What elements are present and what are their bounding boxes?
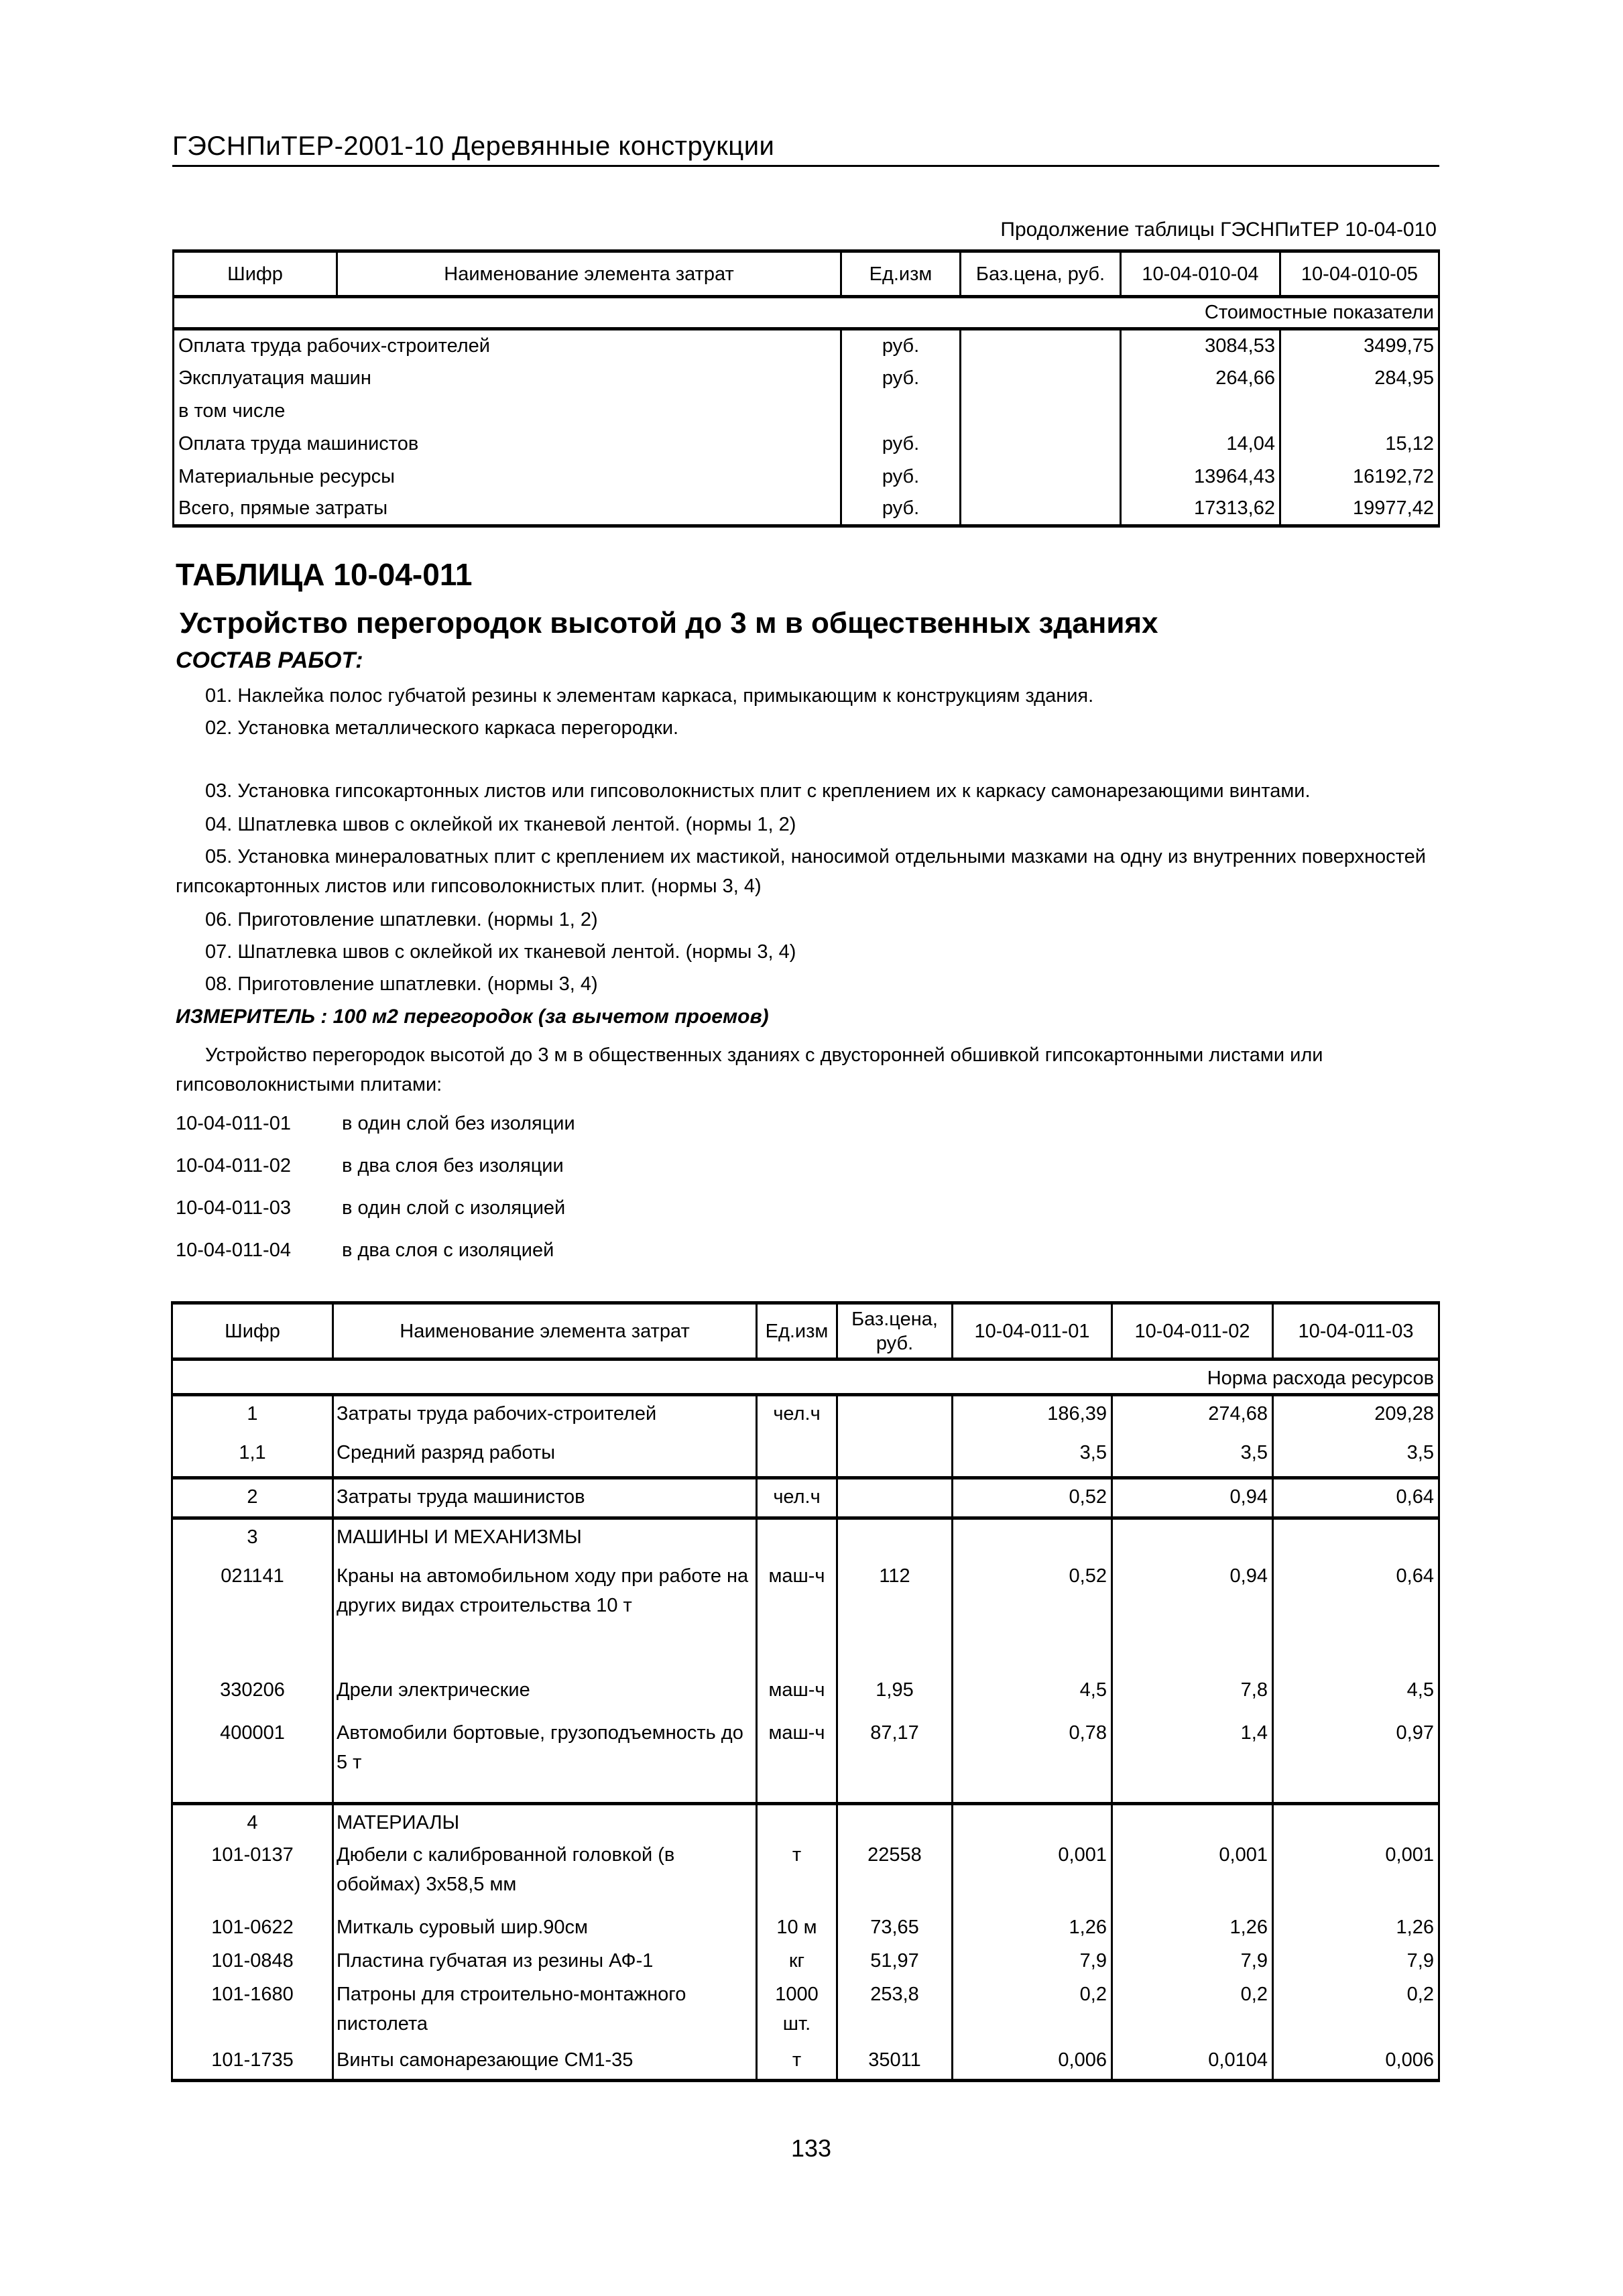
- row-price: [961, 493, 1121, 526]
- work-item: 08. Приготовление шпатлевки. (нормы 3, 4): [205, 973, 598, 995]
- row-price: [837, 1395, 953, 1435]
- table-row: [174, 395, 1439, 428]
- variant-code: 10-04-011-01: [176, 1113, 291, 1134]
- table-row-section: [172, 1804, 1439, 1838]
- row-value-02: 0,0104: [1112, 2043, 1273, 2080]
- row-name: МАШИНЫ И МЕХАНИЗМЫ: [333, 1518, 757, 1559]
- row-value-02: [1112, 1518, 1273, 1559]
- row-code: 3: [172, 1518, 333, 1559]
- row-price: 1,95: [837, 1673, 953, 1715]
- row-value-01: 0,52: [953, 1559, 1112, 1673]
- row-name: Автомобили бортовые, грузоподъемность до 5 т: [333, 1715, 757, 1804]
- row-unit: руб.: [841, 461, 961, 493]
- row-unit: руб.: [841, 362, 961, 395]
- col-header-variant-01: 10-04-011-01: [953, 1303, 1112, 1360]
- row-value-03: [1273, 1518, 1439, 1559]
- row-price: 253,8: [837, 1977, 953, 2043]
- row-price: [837, 1804, 953, 1838]
- variant-code: 10-04-011-03: [176, 1197, 291, 1219]
- variant-code: 10-04-011-02: [176, 1155, 291, 1176]
- table-row: [172, 1837, 1439, 1910]
- row-value-05: 15,12: [1280, 428, 1439, 461]
- work-item: 03. Установка гипсокартонных листов или гипсоволокнистых плит с креплением их к каркасу самонарезающими винтами.: [205, 780, 1311, 802]
- measurement-unit: ИЗМЕРИТЕЛЬ : 100 м2 перегородок (за вычетом проемов): [176, 1006, 769, 1028]
- work-item: 02. Установка металлического каркаса перегородки.: [205, 717, 679, 739]
- row-value-03: 4,5: [1273, 1673, 1439, 1715]
- table-subheader-row: [174, 297, 1439, 329]
- variant-code: 10-04-011-04: [176, 1240, 291, 1261]
- table-subheader-row: [172, 1360, 1439, 1395]
- row-value-01: 0,001: [953, 1837, 1112, 1910]
- row-name: Винты самонарезающие СМ1-35: [333, 2043, 757, 2080]
- table-row: [174, 362, 1439, 395]
- col-header-unit: Ед.изм: [841, 251, 961, 297]
- row-price: [961, 395, 1121, 428]
- col-header-code: Шифр: [174, 251, 337, 297]
- subheader-resource-norms: Норма расхода ресурсов: [172, 1360, 1439, 1395]
- table-header-row: [172, 1303, 1439, 1360]
- table-row: [172, 1395, 1439, 1435]
- row-name: Средний разряд работы: [333, 1435, 757, 1478]
- row-price: [961, 329, 1121, 362]
- row-value-02: [1112, 1804, 1273, 1838]
- row-value-04: 14,04: [1121, 428, 1280, 461]
- row-value-02: 0,94: [1112, 1478, 1273, 1518]
- row-code: 101-1680: [172, 1977, 333, 2043]
- cost-indicators-table: [172, 249, 1440, 528]
- col-header-variant-02: 10-04-011-02: [1112, 1303, 1273, 1360]
- row-name: Эксплуатация машин: [174, 362, 841, 395]
- row-name: Миткаль суровый шир.90см: [333, 1910, 757, 1943]
- table-title: ТАБЛИЦА 10-04-011: [176, 557, 473, 592]
- row-price: [837, 1518, 953, 1559]
- table-row-section: [172, 1518, 1439, 1559]
- row-price: [837, 1435, 953, 1478]
- row-unit: руб.: [841, 428, 961, 461]
- row-code: 101-0137: [172, 1837, 333, 1910]
- work-item: 01. Наклейка полос губчатой резины к элементам каркаса, примыкающим к конструкциям здания.: [205, 685, 1094, 707]
- work-item: 07. Шпатлевка швов с оклейкой их тканевой лентой. (нормы 3, 4): [205, 941, 796, 963]
- row-unit: т: [757, 2043, 837, 2080]
- row-value-03: 1,26: [1273, 1910, 1439, 1943]
- variant-text: в два слоя с изоляцией: [342, 1240, 554, 1261]
- row-value-01: 0,2: [953, 1977, 1112, 2043]
- row-value-03: 209,28: [1273, 1395, 1439, 1435]
- row-name: Пластина губчатая из резины АФ-1: [333, 1943, 757, 1977]
- row-value-02: 0,001: [1112, 1837, 1273, 1910]
- row-value-01: 0,52: [953, 1478, 1112, 1518]
- row-unit: т: [757, 1837, 837, 1910]
- row-name: Затраты труда машинистов: [333, 1478, 757, 1518]
- row-price: 112: [837, 1559, 953, 1673]
- work-item: 06. Приготовление шпатлевки. (нормы 1, 2): [205, 909, 598, 930]
- row-value-05: 16192,72: [1280, 461, 1439, 493]
- row-code: 330206: [172, 1673, 333, 1715]
- row-code: 101-0848: [172, 1943, 333, 1977]
- row-value-01: 0,006: [953, 2043, 1112, 2080]
- row-unit: кг: [757, 1943, 837, 1977]
- table-row: [172, 1910, 1439, 1943]
- row-name: МАТЕРИАЛЫ: [333, 1804, 757, 1838]
- row-value-01: 186,39: [953, 1395, 1112, 1435]
- row-value-01: 0,78: [953, 1715, 1112, 1804]
- row-price: [961, 461, 1121, 493]
- row-unit: чел.ч: [757, 1395, 837, 1435]
- row-price: 22558: [837, 1837, 953, 1910]
- row-value-04: 13964,43: [1121, 461, 1280, 493]
- variant-text: в два слоя без изоляции: [342, 1155, 564, 1176]
- row-value-03: 0,006: [1273, 2043, 1439, 2080]
- variant-item: [176, 1197, 565, 1219]
- table-row: [172, 1977, 1439, 2043]
- row-value-03: 0,64: [1273, 1478, 1439, 1518]
- table-row: [174, 461, 1439, 493]
- row-unit: 1000 шт.: [757, 1977, 837, 2043]
- row-value-01: 1,26: [953, 1910, 1112, 1943]
- variant-item: [176, 1155, 564, 1177]
- row-value-04: 264,66: [1121, 362, 1280, 395]
- row-unit: руб.: [841, 493, 961, 526]
- col-header-price: Баз.цена, руб.: [961, 251, 1121, 297]
- table-row: [172, 1943, 1439, 1977]
- row-name: Дюбели с калиброванной головкой (в обоймах) 3х58,5 мм: [333, 1837, 757, 1910]
- table-row: [172, 1478, 1439, 1518]
- row-price: [837, 1478, 953, 1518]
- row-value-04: [1121, 395, 1280, 428]
- row-name: Оплата труда машинистов: [174, 428, 841, 461]
- row-value-01: 7,9: [953, 1943, 1112, 1977]
- row-value-03: 0,001: [1273, 1837, 1439, 1910]
- row-price: [961, 428, 1121, 461]
- row-value-05: [1280, 395, 1439, 428]
- row-code: 400001: [172, 1715, 333, 1804]
- row-unit: 10 м: [757, 1910, 837, 1943]
- row-value-02: 7,9: [1112, 1943, 1273, 1977]
- row-name: Краны на автомобильном ходу при работе на других видах строительства 10 т: [333, 1559, 757, 1673]
- row-code: 2: [172, 1478, 333, 1518]
- row-price: 87,17: [837, 1715, 953, 1804]
- row-value-03: [1273, 1804, 1439, 1838]
- row-value-02: 3,5: [1112, 1435, 1273, 1478]
- col-header-unit: Ед.изм: [757, 1303, 837, 1360]
- table-row: [174, 329, 1439, 362]
- row-value-03: 3,5: [1273, 1435, 1439, 1478]
- row-unit: чел.ч: [757, 1478, 837, 1518]
- works-composition-title: СОСТАВ РАБОТ:: [176, 648, 363, 673]
- row-value-02: 1,26: [1112, 1910, 1273, 1943]
- col-header-name: Наименование элемента затрат: [333, 1303, 757, 1360]
- table-header-row: [174, 251, 1439, 297]
- row-unit: [841, 395, 961, 428]
- row-name: Затраты труда рабочих-строителей: [333, 1395, 757, 1435]
- row-value-05: 19977,42: [1280, 493, 1439, 526]
- row-code: 101-0622: [172, 1910, 333, 1943]
- row-unit: [757, 1804, 837, 1838]
- row-unit: маш-ч: [757, 1559, 837, 1673]
- row-value-05: 284,95: [1280, 362, 1439, 395]
- row-value-01: [953, 1804, 1112, 1838]
- row-value-03: 7,9: [1273, 1943, 1439, 1977]
- row-value-05: 3499,75: [1280, 329, 1439, 362]
- row-value-01: 3,5: [953, 1435, 1112, 1478]
- page-number: 133: [790, 2134, 832, 2162]
- row-name: Дрели электрические: [333, 1673, 757, 1715]
- table-row: [172, 1435, 1439, 1478]
- resource-norms-table: [171, 1301, 1440, 2082]
- row-unit: руб.: [841, 329, 961, 362]
- running-head: ГЭСНПиТЕР-2001-10 Деревянные конструкции: [172, 131, 775, 161]
- row-value-01: [953, 1518, 1112, 1559]
- header-rule: [172, 165, 1439, 167]
- row-value-02: 0,2: [1112, 1977, 1273, 2043]
- col-header-code: Шифр: [172, 1303, 333, 1360]
- row-value-03: 0,97: [1273, 1715, 1439, 1804]
- variant-item: [176, 1113, 575, 1135]
- row-price: 73,65: [837, 1910, 953, 1943]
- row-price: [961, 362, 1121, 395]
- row-name: Оплата труда рабочих-строителей: [174, 329, 841, 362]
- subheader-cost-indicators: Стоимостные показатели: [174, 297, 1439, 329]
- table-row: [172, 1559, 1439, 1673]
- row-name: в том числе: [174, 395, 841, 428]
- row-value-03: 0,2: [1273, 1977, 1439, 2043]
- variant-item: [176, 1240, 554, 1262]
- table-row: [174, 428, 1439, 461]
- work-item: 04. Шпатлевка швов с оклейкой их тканевой лентой. (нормы 1, 2): [205, 814, 796, 835]
- col-header-variant-04: 10-04-010-04: [1121, 251, 1280, 297]
- variants-description: Устройство перегородок высотой до 3 м в общественных зданиях с двусторонней обшивкой гипсокартонными листами или гипсоволокнистыми плитами:: [176, 1044, 1323, 1095]
- table-continuation-caption: Продолжение таблицы ГЭСНПиТЕР 10-04-010: [1000, 219, 1437, 241]
- col-header-variant-05: 10-04-010-05: [1280, 251, 1439, 297]
- row-code: 101-1735: [172, 2043, 333, 2080]
- table-row: [172, 2043, 1439, 2080]
- col-header-name: Наименование элемента затрат: [337, 251, 841, 297]
- row-unit: [757, 1435, 837, 1478]
- row-value-02: 274,68: [1112, 1395, 1273, 1435]
- col-header-variant-03: 10-04-011-03: [1273, 1303, 1439, 1360]
- row-value-04: 17313,62: [1121, 493, 1280, 526]
- row-value-04: 3084,53: [1121, 329, 1280, 362]
- row-unit: маш-ч: [757, 1715, 837, 1804]
- row-value-01: 4,5: [953, 1673, 1112, 1715]
- table-subtitle: Устройство перегородок высотой до 3 м в общественных зданиях: [180, 607, 1158, 640]
- row-value-03: 0,64: [1273, 1559, 1439, 1673]
- variant-text: в один слой без изоляции: [342, 1113, 575, 1134]
- variant-text: в один слой с изоляцией: [342, 1197, 566, 1219]
- row-code: 1: [172, 1395, 333, 1435]
- row-value-02: 7,8: [1112, 1673, 1273, 1715]
- row-code: 021141: [172, 1559, 333, 1673]
- row-name: Материальные ресурсы: [174, 461, 841, 493]
- col-header-price: Баз.цена, руб.: [837, 1303, 953, 1360]
- work-item: 05. Установка минераловатных плит с креплением их мастикой, наносимой отдельными мазками на одну из внутренних поверхностей гипсокартонных листов или гипсоволокнистых плит. (нормы 3, 4): [176, 846, 1426, 897]
- table-row: [172, 1673, 1439, 1715]
- row-code: 1,1: [172, 1435, 333, 1478]
- row-code: 4: [172, 1804, 333, 1838]
- row-price: 35011: [837, 2043, 953, 2080]
- table-row: [174, 493, 1439, 526]
- row-value-02: 1,4: [1112, 1715, 1273, 1804]
- row-name: Патроны для строительно-монтажного пистолета: [333, 1977, 757, 2043]
- row-unit: [757, 1518, 837, 1559]
- row-value-02: 0,94: [1112, 1559, 1273, 1673]
- table-row: [172, 1715, 1439, 1804]
- row-name: Всего, прямые затраты: [174, 493, 841, 526]
- row-price: 51,97: [837, 1943, 953, 1977]
- row-unit: маш-ч: [757, 1673, 837, 1715]
